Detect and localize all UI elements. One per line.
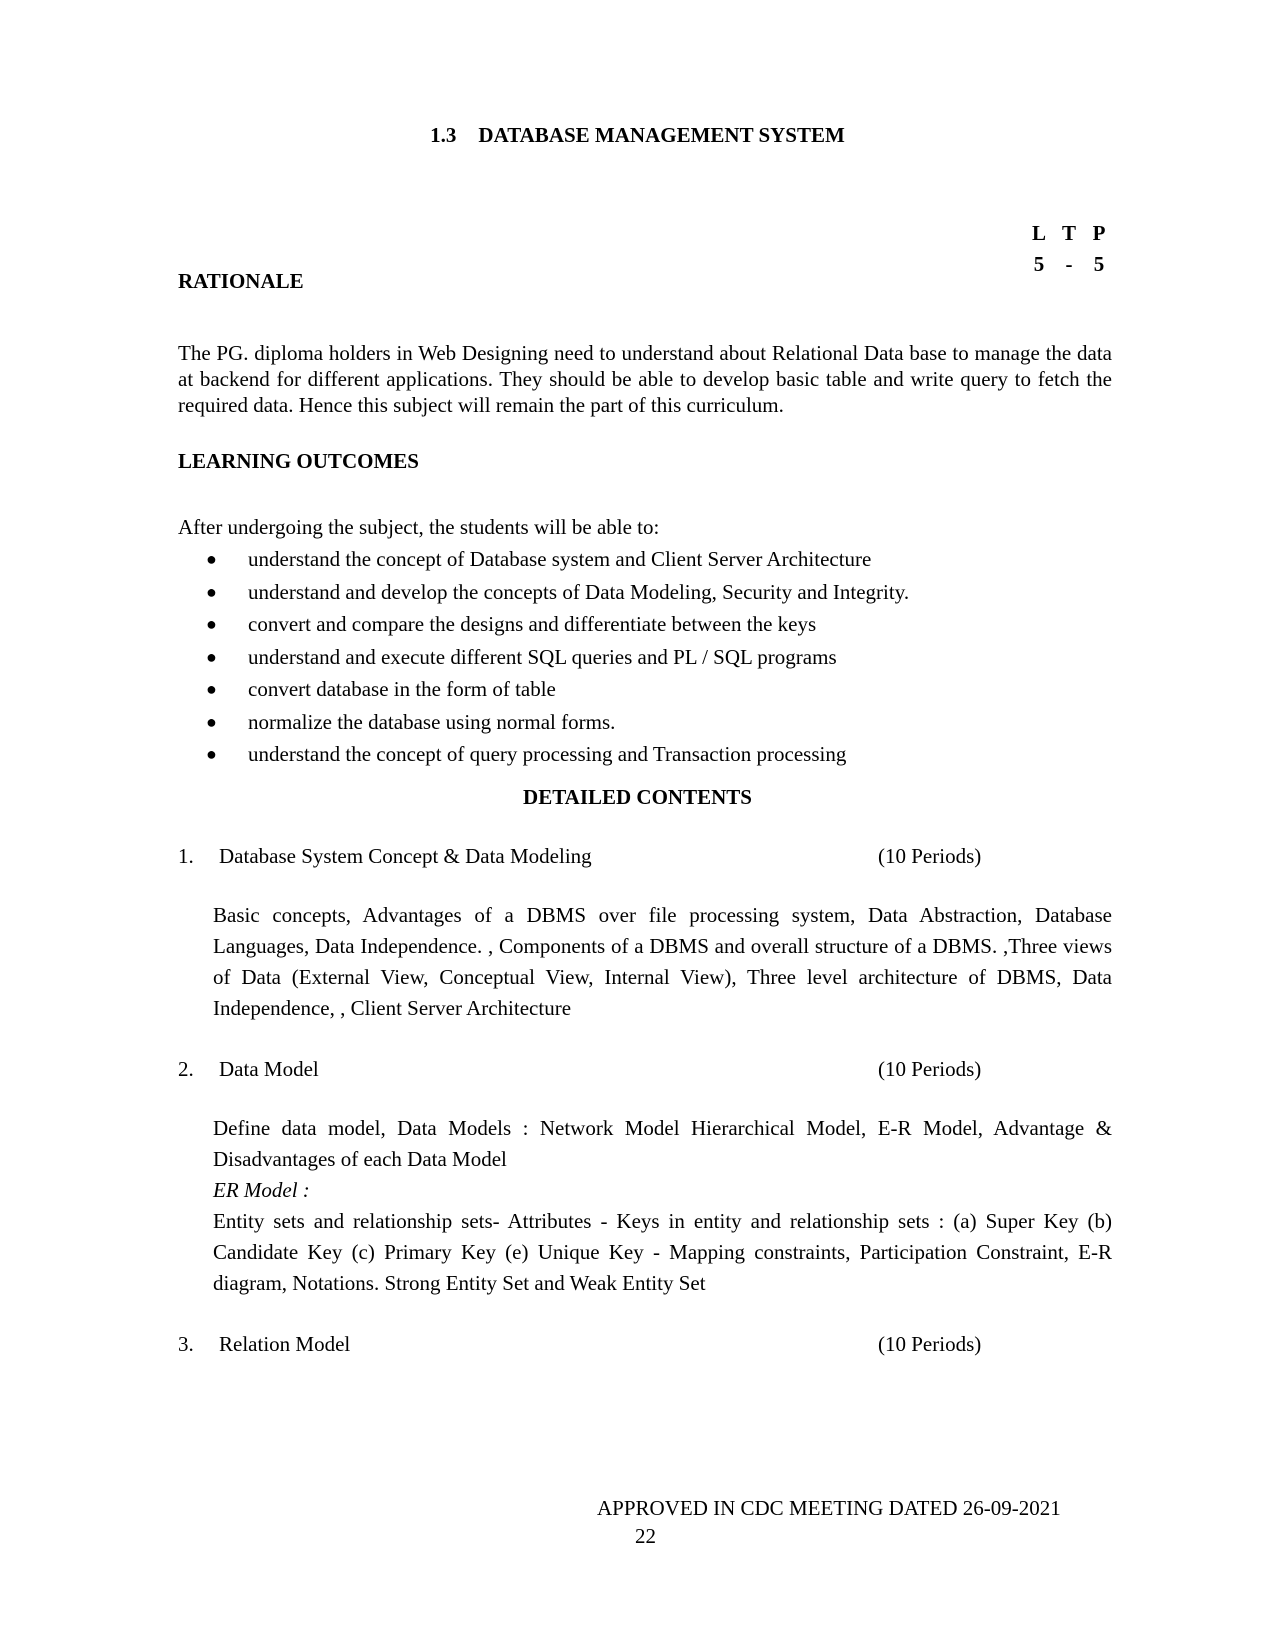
ltp-value-l: 5 — [1033, 252, 1045, 276]
unit-number: 3. — [178, 1332, 194, 1356]
bullet-icon: ● — [206, 549, 217, 569]
list-item: ● convert database in the form of table — [206, 677, 556, 701]
unit-1-body: Basic concepts, Advantages of a DBMS over file processing system, Data Abstraction, Database Languages, Data Independence. , Components of a DBMS and overall structure of a DBMS. ,Three views of Data (External View, Conceptual View, Internal View), Three level architecture of DBMS, Data Independence, , Client Server Architecture — [213, 903, 1112, 1020]
ltp-values — [1028, 249, 1110, 280]
bullet-icon: ● — [206, 581, 217, 602]
bullet-icon: ● — [206, 614, 217, 634]
unit-periods: (10 Periods) — [878, 844, 982, 868]
unit-number: 1. — [178, 844, 194, 868]
ltp-value-t: - — [1065, 252, 1073, 276]
ltp-header-p: P — [1092, 221, 1106, 245]
page-title — [0, 121, 1275, 149]
unit-title: Relation Model — [219, 1332, 351, 1356]
list-item: ● convert and compare the designs and differentiate between the keys — [206, 612, 817, 636]
unit-periods: (10 Periods) — [878, 1332, 982, 1356]
ltp-value-p: 5 — [1093, 252, 1105, 276]
bullet-icon: ● — [206, 646, 217, 667]
bullet-icon: ● — [206, 679, 217, 699]
ltp-block — [1028, 218, 1110, 280]
section-title: DATABASE MANAGEMENT SYSTEM — [478, 123, 845, 147]
unit-2-body — [213, 1113, 1112, 1299]
list-item: ● understand the concept of Database system and Client Server Architecture — [206, 547, 872, 571]
list-item: ● normalize the database using normal forms. — [206, 709, 616, 734]
page-number: 22 — [635, 1524, 656, 1548]
unit-2-text: Define data model, Data Models : Network Model Hierarchical Model, E-R Model, Advantage & Disadvantages of each Data Model — [213, 1116, 1112, 1171]
bullet-icon: ● — [206, 744, 217, 764]
bullet-icon: ● — [206, 711, 217, 732]
detailed-contents-heading: DETAILED CONTENTS — [523, 785, 752, 809]
unit-title: Data Model — [219, 1057, 319, 1081]
learning-outcomes-intro: After undergoing the subject, the students will be able to: — [178, 515, 660, 539]
ltp-header-l: L — [1031, 221, 1046, 245]
rationale-text: The PG. diploma holders in Web Designing need to understand about Relational Data base to manage the data at backend for different applications. They should be able to develop basic table and write query to fetch the required data. Hence this subject will remain the part of this curriculum. — [178, 341, 1112, 417]
list-item: ● understand and execute different SQL queries and PL / SQL programs — [206, 644, 837, 669]
unit-2-text-2: Entity sets and relationship sets- Attributes - Keys in entity and relationship sets : (a) Super Key (b) Candidate Key (c) Primary Key (e) Unique Key - Mapping constraints, Participation Constraint, E-R diagram, Notations. Strong Entity Set and Weak Entity Set — [213, 1209, 1112, 1295]
rationale-heading: RATIONALE — [178, 269, 304, 293]
unit-title: Database System Concept & Data Modeling — [219, 844, 592, 868]
unit-number: 2. — [178, 1057, 194, 1081]
learning-outcomes-list — [178, 545, 909, 773]
list-item: ● understand and develop the concepts of Data Modeling, Security and Integrity. — [206, 579, 910, 604]
approval-note: APPROVED IN CDC MEETING DATED 26-09-2021 — [597, 1496, 1061, 1520]
ltp-headers — [1028, 218, 1110, 249]
unit-2-header — [178, 1055, 998, 1083]
section-number: 1.3 — [430, 123, 457, 147]
learning-outcomes-heading: LEARNING OUTCOMES — [178, 449, 419, 473]
unit-2-subheading: ER Model : — [213, 1178, 310, 1202]
ltp-header-t: T — [1061, 221, 1076, 245]
list-item: ● understand the concept of query processing and Transaction processing — [206, 742, 847, 766]
unit-1-header — [178, 842, 998, 870]
unit-periods: (10 Periods) — [878, 1057, 982, 1081]
unit-3-header — [178, 1330, 998, 1358]
